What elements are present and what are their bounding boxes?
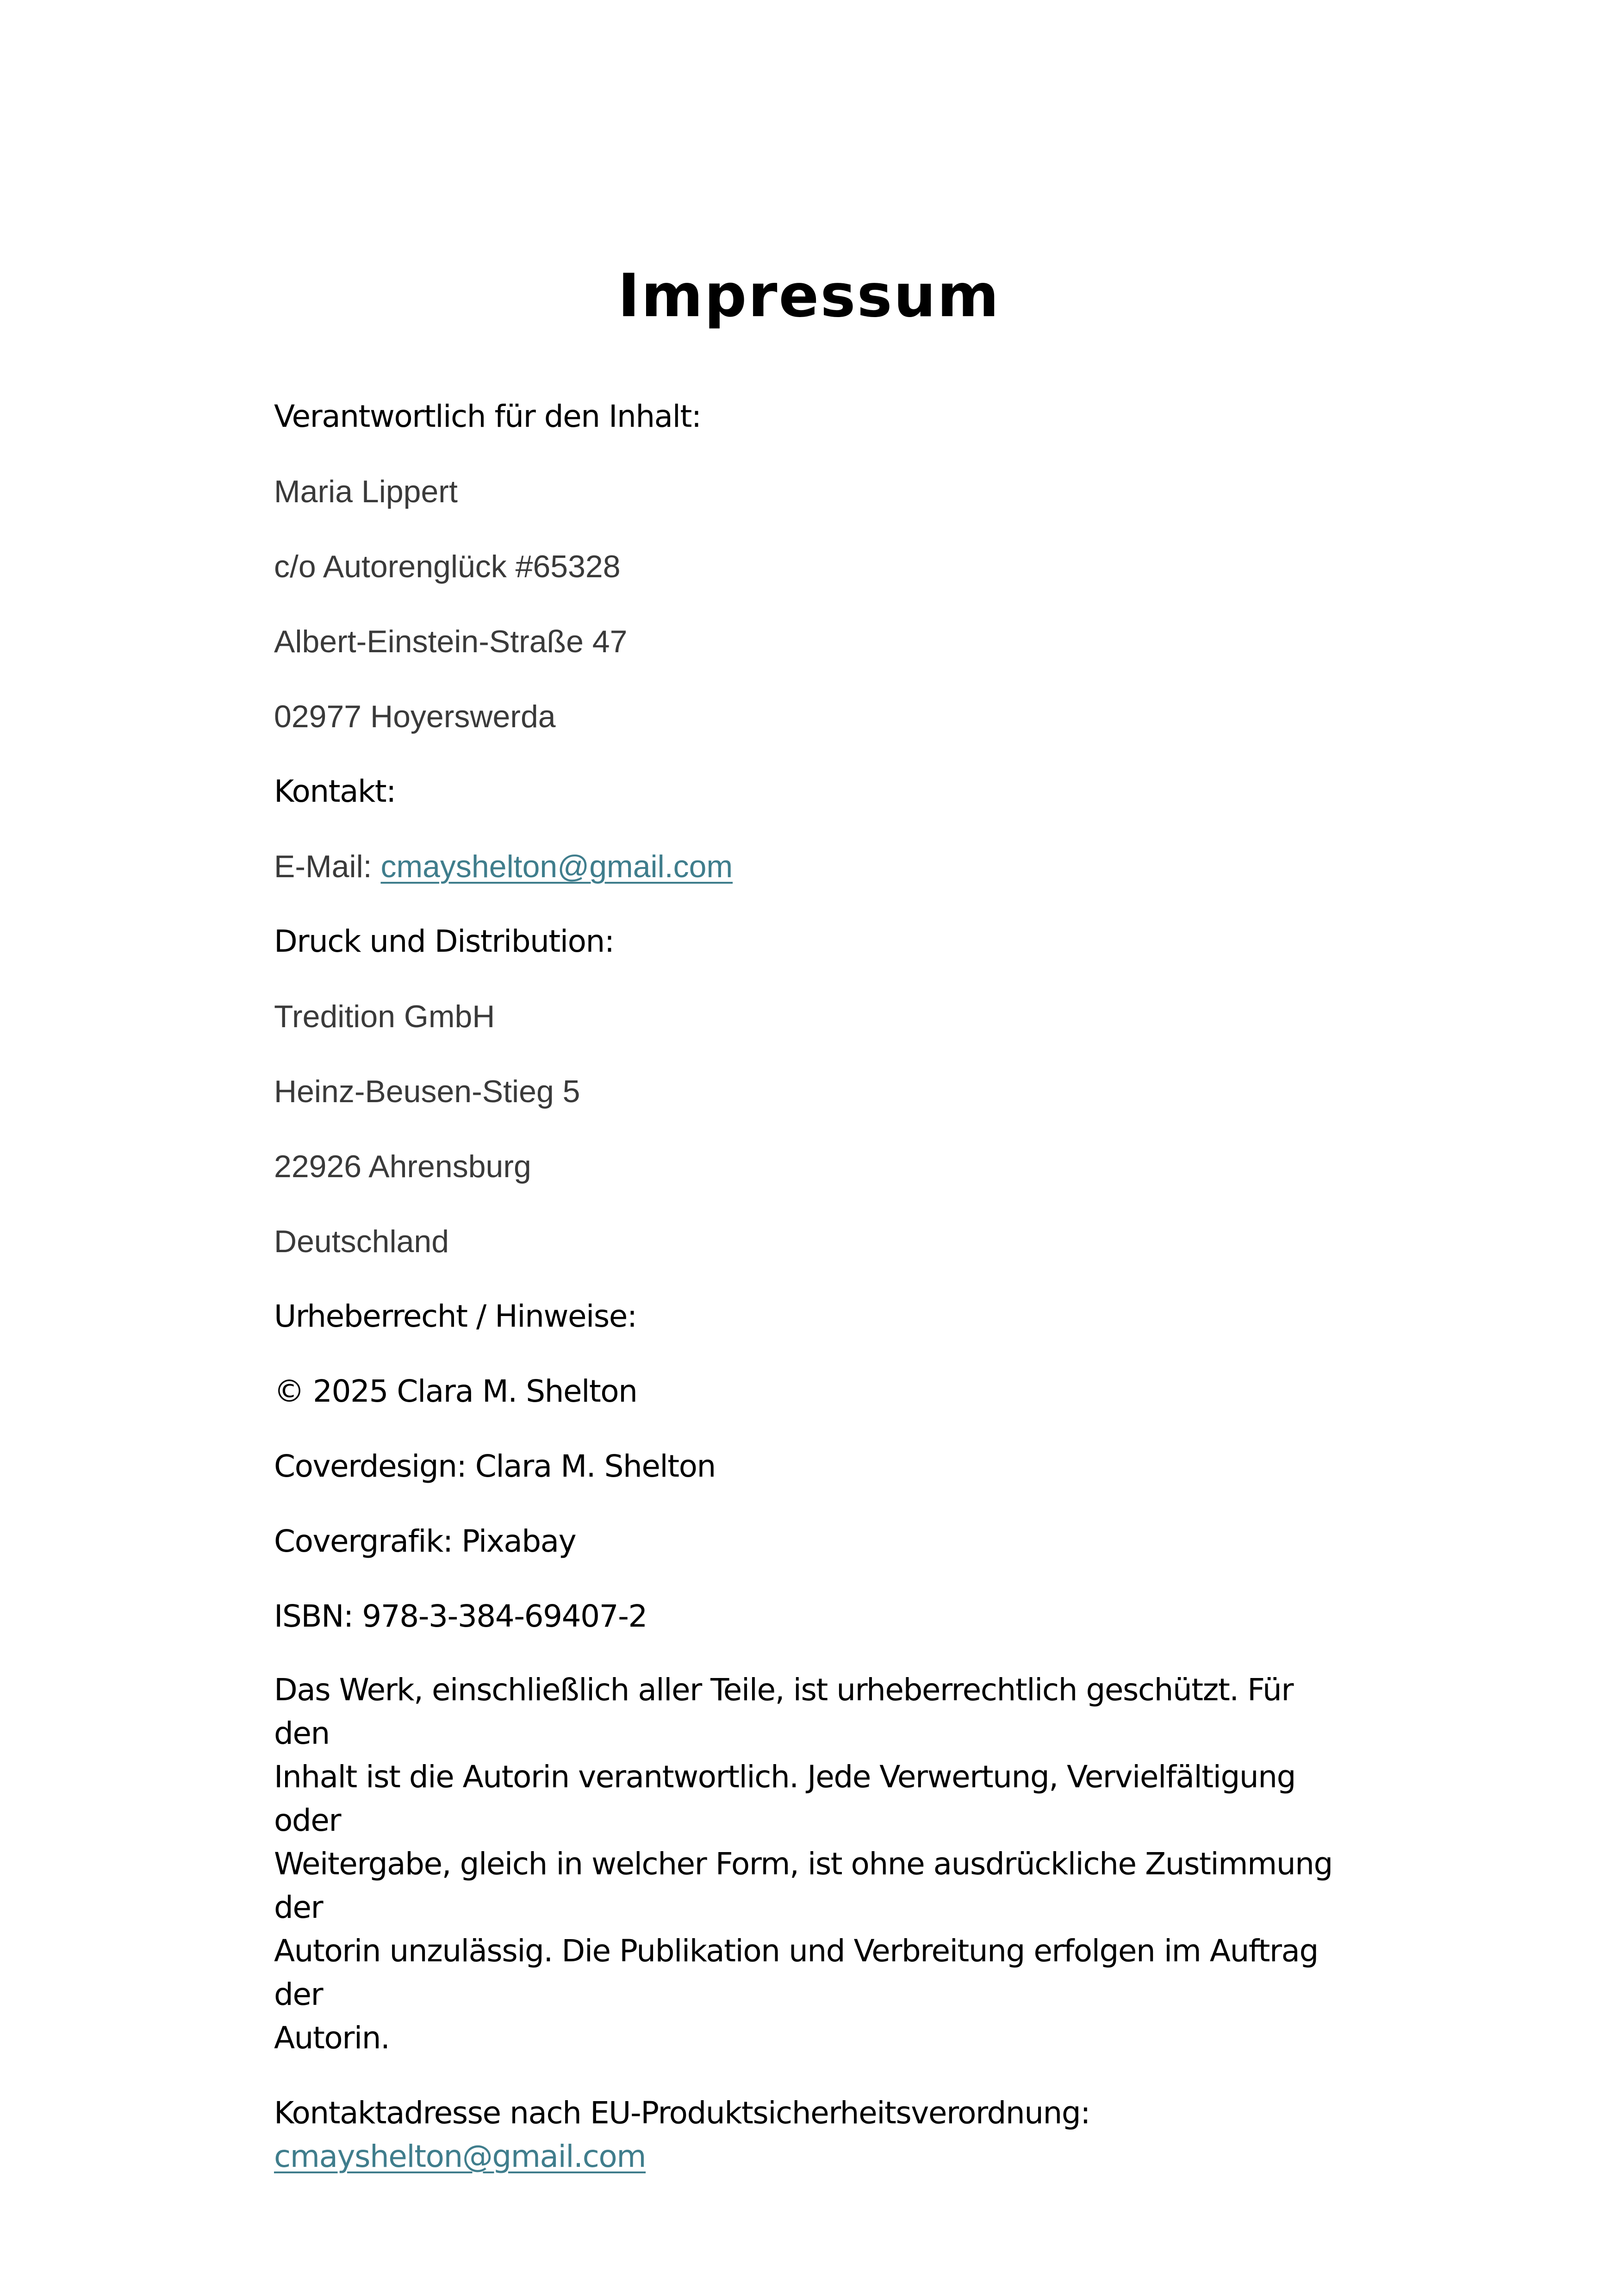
legal-notice-line: Das Werk, einschließlich aller Teile, ist urheberrechtlich geschützt. Für den	[274, 1672, 1293, 1751]
responsible-heading: Verantwortlich für den Inhalt:	[274, 399, 701, 434]
distribution-company: Tredition GmbH	[274, 999, 495, 1034]
copyright-heading: Urheberrecht / Hinweise:	[274, 1298, 637, 1334]
legal-notice-line: Inhalt ist die Autorin verantwortlich. Jede Verwertung, Vervielfältigung oder	[274, 1759, 1295, 1838]
cover-design: Coverdesign: Clara M. Shelton	[274, 1448, 716, 1484]
distribution-heading: Druck und Distribution:	[274, 923, 614, 959]
impressum-content	[274, 393, 1352, 2210]
isbn: ISBN: 978-3-384-69407-2	[274, 1598, 647, 1634]
legal-notice-line: Autorin unzulässig. Die Publikation und Verbreitung erfolgen im Auftrag der	[274, 1933, 1318, 2012]
page-title: Impressum	[617, 262, 1001, 331]
distribution-street: Heinz-Beusen-Stieg 5	[274, 1074, 580, 1109]
distribution-country: Deutschland	[274, 1224, 449, 1259]
contact-email-label: E-Mail:	[274, 849, 381, 884]
contact-email-link[interactable]: cmayshelton@gmail.com	[380, 849, 733, 884]
legal-notice	[274, 1668, 1352, 2060]
responsible-care-of: c/o Autorenglück #65328	[274, 549, 621, 584]
legal-notice-line: Autorin.	[274, 2020, 390, 2056]
legal-notice-line: Weitergabe, gleich in welcher Form, ist ohne ausdrückliche Zustimmung der	[274, 1846, 1332, 1925]
distribution-city: 22926 Ahrensburg	[274, 1149, 531, 1184]
contact-email-line	[274, 843, 1352, 918]
responsible-city: 02977 Hoyerswerda	[274, 699, 556, 734]
cover-graphic: Covergrafik: Pixabay	[274, 1523, 576, 1559]
eu-contact-email-link[interactable]: cmayshelton@gmail.com	[274, 2139, 646, 2174]
responsible-street: Albert-Einstein-Straße 47	[274, 624, 628, 659]
responsible-name: Maria Lippert	[274, 474, 458, 509]
eu-contact-label: Kontaktadresse nach EU-Produktsicherheitsverordnung:	[274, 2095, 1090, 2131]
eu-contact	[274, 2091, 1352, 2178]
copyright-notice: © 2025 Clara M. Shelton	[274, 1373, 637, 1409]
contact-heading: Kontakt:	[274, 774, 396, 809]
